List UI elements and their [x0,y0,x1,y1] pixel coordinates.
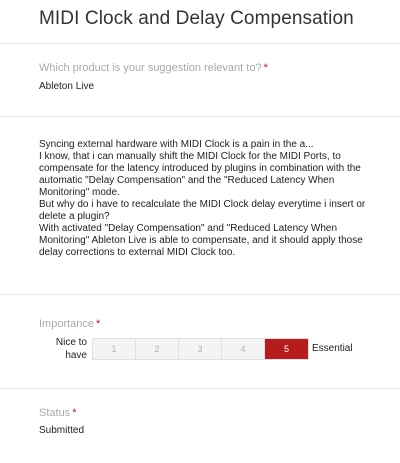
description-paragraph: Syncing external hardware with MIDI Clock is a pain in the a... [39,139,314,150]
product-value: Ableton Live [39,81,95,92]
importance-option-2[interactable]: 2 [136,339,179,359]
divider [0,116,400,117]
importance-option-3[interactable]: 3 [179,339,222,359]
divider [0,294,400,295]
importance-option-5[interactable]: 5 [265,339,308,359]
status-value: Submitted [39,425,85,436]
description-paragraph: But why do i have to recalculate the MIDI Clock delay everytime i insert or delete a plugin? [39,199,366,222]
description-paragraph: I know, that i can manually shift the MIDI Clock for the MIDI Ports, to compensate for the latency introduced by plugins in combination with the automatic "Delay Compensation" and the "Reduced Latency When Monitoring" mode. [39,151,361,198]
required-mark: * [96,318,101,330]
status-label-text: Status [39,407,71,419]
product-field-label [39,62,268,74]
importance-scale-row [0,336,400,362]
divider [0,43,400,44]
importance-label-text: Importance [39,318,95,330]
divider [0,388,400,389]
required-mark: * [263,62,268,74]
product-label-text: Which product is your suggestion relevant to? [39,62,262,74]
importance-option-4[interactable]: 4 [222,339,265,359]
scale-max-label: Essential [312,343,353,354]
importance-scale [92,338,309,360]
status-field-label [39,407,76,419]
importance-option-1[interactable]: 1 [93,339,136,359]
required-mark: * [72,407,77,419]
page-title: MIDI Clock and Delay Compensation [39,8,354,29]
suggestion-description [39,139,369,259]
scale-min-label: Nice to have [55,337,87,361]
description-paragraph: With activated "Delay Compensation" and "Reduced Latency When Monitoring" Ableton Live is able to compensate, and it should apply those delay corrections to external MIDI Clock too. [39,223,363,258]
importance-field-label [39,318,100,330]
